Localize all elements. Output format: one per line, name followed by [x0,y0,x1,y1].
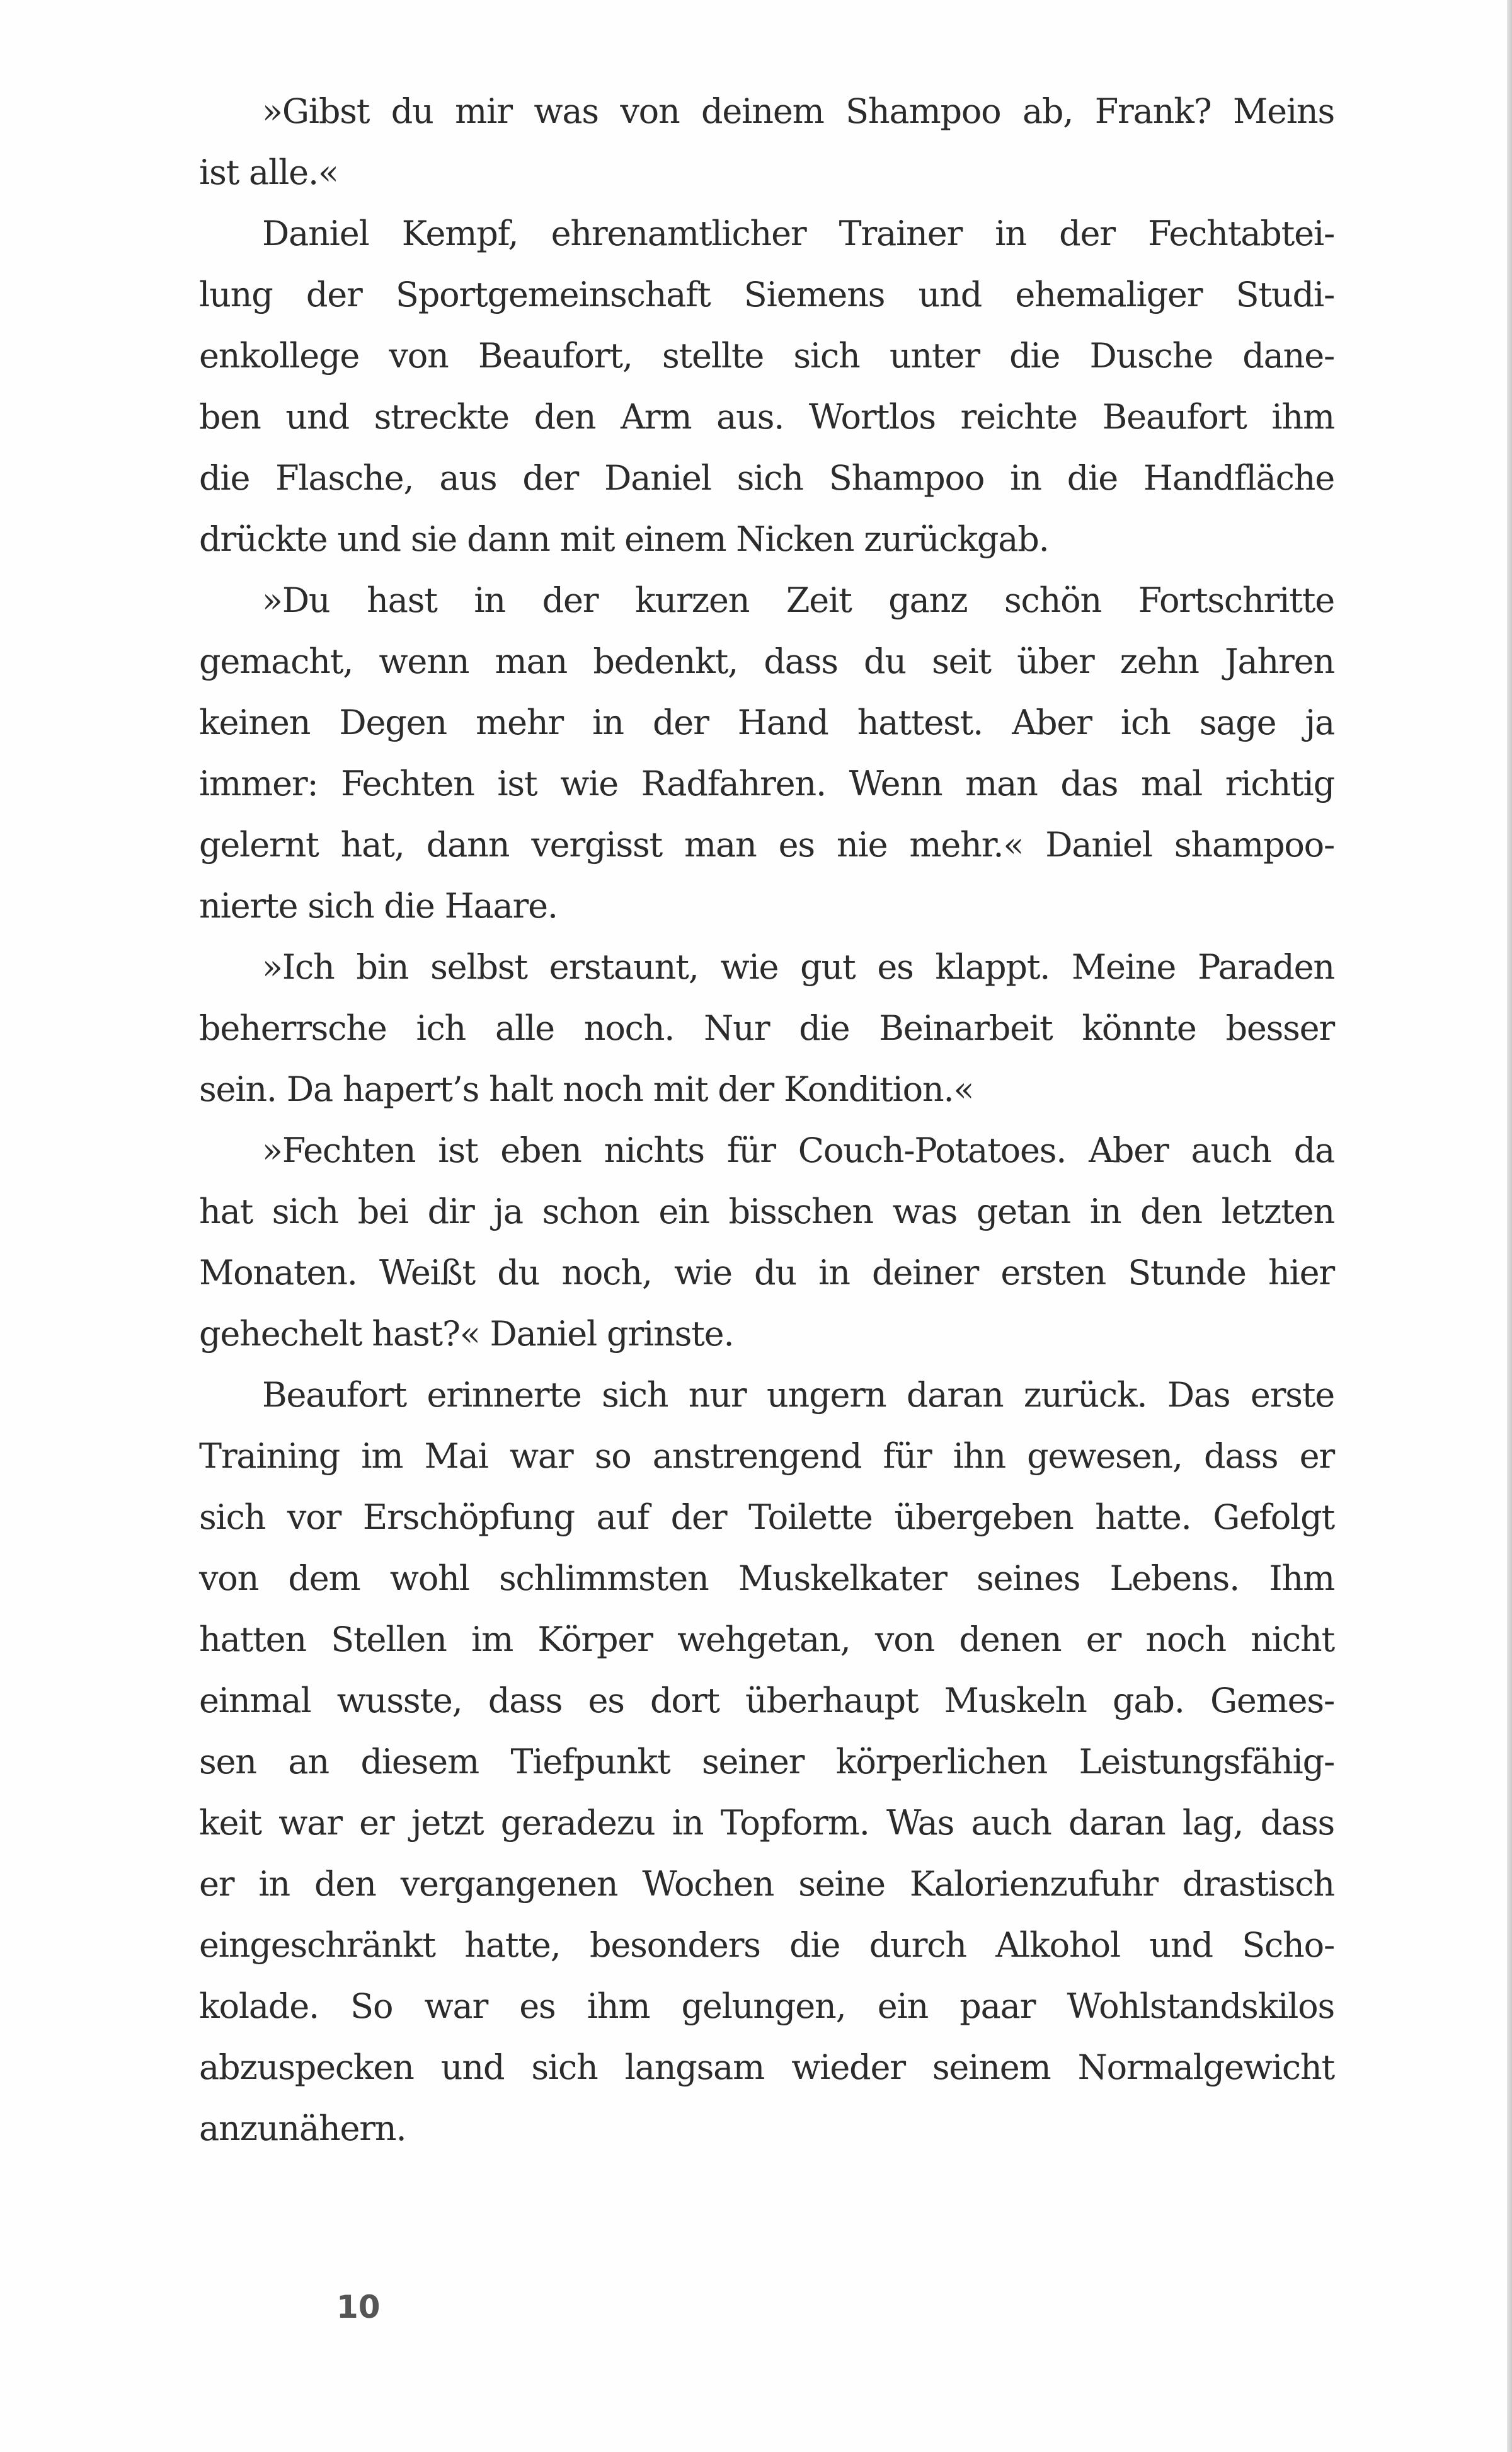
text-line: Daniel Kempf, ehrenamtlicher Trainer in der Fechtabtei- [262,214,1334,253]
paragraph [199,1120,1334,1364]
text-line: sich vor Erschöpfung auf der Toilette übergeben hatte. Gefolgt [199,1497,1334,1537]
text-line: »Fechten ist eben nichts für Couch-Potatoes. Aber auch da [262,1131,1334,1170]
text-line: ben und streckte den Arm aus. Wortlos reichte Beaufort ihm [199,397,1334,437]
paragraph [199,936,1334,1120]
paragraph [199,1364,1334,2159]
paragraph [199,203,1334,570]
paragraph [199,570,1334,936]
text-line: anzunähern. [199,2109,406,2148]
text-line: Monaten. Weißt du noch, wie du in deiner ersten Stunde hier [199,1253,1334,1292]
text-line: Beaufort erinnerte sich nur ungern daran zurück. Das erste [262,1375,1334,1415]
text-line: »Du hast in der kurzen Zeit ganz schön Fortschritte [262,580,1334,620]
page-number: 10 [336,2289,381,2325]
text-line: sein. Da hapert’s halt noch mit der Kondition.« [199,1069,974,1109]
paragraph [199,81,1334,203]
text-line: immer: Fechten ist wie Radfahren. Wenn man das mal richtig [199,764,1334,803]
page-edge [1507,0,1512,2452]
text-line: hat sich bei dir ja schon ein bisschen was getan in den letzten [199,1192,1334,1231]
text-line: er in den vergangenen Wochen seine Kalorienzufuhr drastisch [199,1864,1334,1904]
text-line: »Ich bin selbst erstaunt, wie gut es klappt. Meine Paraden [262,947,1334,987]
text-line: sen an diesem Tiefpunkt seiner körperlichen Leistungsfähig- [199,1742,1334,1781]
text-line: keit war er jetzt geradezu in Topform. Was auch daran lag, dass [199,1803,1334,1843]
text-line: hatten Stellen im Körper wehgetan, von denen er noch nicht [199,1620,1334,1659]
text-line: drückte und sie dann mit einem Nicken zurückgab. [199,519,1049,559]
body-text [199,81,1334,2159]
text-line: lung der Sportgemeinschaft Siemens und ehemaliger Studi- [199,275,1334,314]
text-line: enkollege von Beaufort, stellte sich unter die Dusche dane- [199,336,1334,376]
text-line: gemacht, wenn man bedenkt, dass du seit über zehn Jahren [199,642,1334,681]
text-line: kolade. So war es ihm gelungen, ein paar Wohlstandskilos [199,1986,1334,2026]
text-line: einmal wusste, dass es dort überhaupt Muskeln gab. Gemes- [199,1681,1334,1720]
text-line: beherrsche ich alle noch. Nur die Beinarbeit könnte besser [199,1008,1334,1048]
text-line: keinen Degen mehr in der Hand hattest. Aber ich sage ja [199,703,1334,742]
text-line: gehechelt hast?« Daniel grinste. [199,1314,734,1354]
text-line: nierte sich die Haare. [199,886,558,926]
text-line: abzuspecken und sich langsam wieder seinem Normalgewicht [199,2047,1334,2087]
text-line: Training im Mai war so anstrengend für ihn gewesen, dass er [199,1436,1334,1476]
text-line: ist alle.« [199,153,338,192]
text-line: von dem wohl schlimmsten Muskelkater seines Lebens. Ihm [199,1558,1334,1598]
text-line: eingeschränkt hatte, besonders die durch Alkohol und Scho- [199,1925,1334,1965]
text-line: gelernt hat, dann vergisst man es nie mehr.« Daniel shampoo- [199,825,1334,865]
text-line: die Flasche, aus der Daniel sich Shampoo in die Handfläche [199,458,1334,498]
text-line: »Gibst du mir was von deinem Shampoo ab, Frank? Meins [262,91,1334,131]
